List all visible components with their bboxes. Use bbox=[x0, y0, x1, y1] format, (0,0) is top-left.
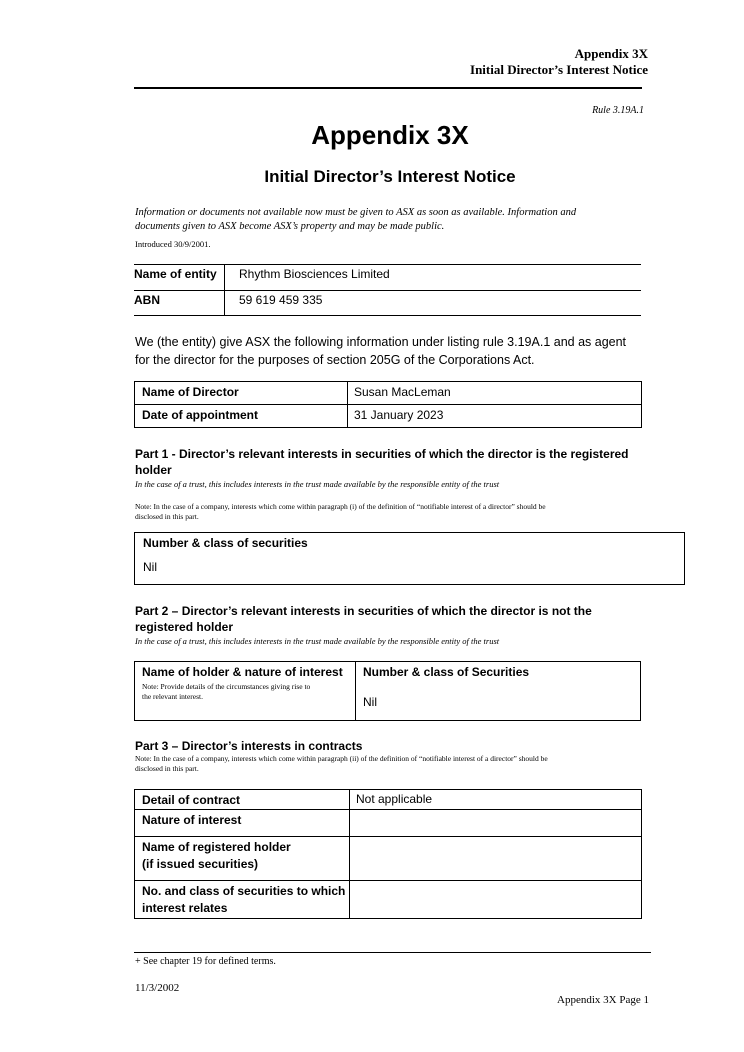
running-header-line1: Appendix 3X bbox=[574, 46, 648, 61]
part1-securities-value: Nil bbox=[143, 560, 157, 574]
nature-of-interest-label-text: Nature of interest bbox=[142, 813, 242, 827]
appointment-date-value: 31 January 2023 bbox=[348, 405, 642, 428]
statement-line-1: We (the entity) give ASX the following information under listing rule 3.19A.1 and as agent bbox=[135, 335, 627, 349]
holder-nature-note-line-1: Note: Provide details of the circumstances giving rise to bbox=[142, 682, 311, 691]
contracts-row bbox=[135, 837, 642, 881]
part2-trust-note: In the case of a trust, this includes interests in the trust made available by the responsible entity of the trust bbox=[135, 636, 500, 646]
nature-of-interest-label bbox=[135, 810, 350, 837]
contracts-row bbox=[135, 881, 642, 919]
holder-nature-note bbox=[142, 682, 355, 702]
part1-note-line-1: Note: In the case of a company, interests which come within paragraph (i) of the definition of “notifiable interest of a director” should be bbox=[135, 502, 546, 511]
part1-note bbox=[135, 502, 546, 522]
part2-securities-cell bbox=[356, 662, 641, 721]
contracts-table bbox=[134, 789, 642, 919]
part2-heading-line-2: registered holder bbox=[135, 620, 234, 634]
securities-number-class-label-line-1: No. and class of securities to which bbox=[142, 884, 346, 898]
page-subtitle: Initial Director’s Interest Notice bbox=[264, 167, 516, 186]
contracts-row bbox=[135, 790, 642, 810]
part3-note-line-2: disclosed in this part. bbox=[135, 764, 199, 773]
part1-heading-line-1: Part 1 - Director’s relevant interests in securities of which the director is the registered bbox=[135, 447, 629, 461]
part2-securities-label: Number & class of Securities bbox=[363, 665, 530, 679]
abn-value: 59 619 459 335 bbox=[225, 291, 642, 316]
part1-securities-box bbox=[134, 532, 685, 585]
defined-terms-note: + See chapter 19 for defined terms. bbox=[135, 956, 276, 967]
part2-table bbox=[134, 661, 641, 721]
entity-name-label: Name of entity bbox=[134, 265, 225, 291]
holder-nature-label: Name of holder & nature of interest bbox=[142, 665, 343, 679]
entity-name-value: Rhythm Biosciences Limited bbox=[225, 265, 642, 291]
part3-note-line-1: Note: In the case of a company, interests which come within paragraph (ii) of the definition of “notifiable interest of a director” should be bbox=[135, 754, 548, 763]
director-table bbox=[134, 381, 642, 428]
footer-rule bbox=[134, 952, 651, 953]
director-name-label: Name of Director bbox=[135, 382, 348, 405]
intro-line-1: Information or documents not available now must be given to ASX as soon as available. Information and bbox=[135, 207, 577, 218]
rule-reference: Rule 3.19A.1 bbox=[592, 105, 644, 116]
intro-line-2: documents given to ASX become ASX’s property and may be made public. bbox=[135, 221, 445, 232]
registered-holder-label bbox=[135, 837, 350, 881]
part1-trust-note: In the case of a trust, this includes interests in the trust made available by the responsible entity of the trust bbox=[135, 479, 500, 489]
part2-heading bbox=[135, 603, 592, 635]
registered-holder-label-line-2: (if issued securities) bbox=[142, 857, 259, 871]
holder-nature-cell bbox=[135, 662, 356, 721]
contract-detail-value: Not applicable bbox=[350, 790, 642, 810]
contract-detail-label bbox=[135, 790, 350, 810]
registered-holder-value bbox=[350, 837, 642, 881]
securities-number-class-value bbox=[350, 881, 642, 919]
securities-number-class-label-line-2: interest relates bbox=[142, 901, 228, 915]
intro-text bbox=[135, 206, 576, 234]
abn-label: ABN bbox=[134, 291, 225, 316]
part2-securities-value: Nil bbox=[363, 695, 377, 709]
part1-note-line-2: disclosed in this part. bbox=[135, 512, 199, 521]
appointment-date-label: Date of appointment bbox=[135, 405, 348, 428]
part1-heading-line-2: holder bbox=[135, 463, 172, 477]
running-header-line2: Initial Director’s Interest Notice bbox=[470, 62, 648, 77]
securities-number-class-label bbox=[135, 881, 350, 919]
part1-heading bbox=[135, 446, 629, 478]
nature-of-interest-value bbox=[350, 810, 642, 837]
part3-note bbox=[135, 754, 548, 774]
part2-heading-line-1: Part 2 – Director’s relevant interests in securities of which the director is not the bbox=[135, 604, 592, 618]
contracts-row bbox=[135, 810, 642, 837]
footer-date: 11/3/2002 bbox=[135, 982, 180, 994]
part3-heading: Part 3 – Director’s interests in contracts bbox=[135, 739, 363, 753]
introduced-date: Introduced 30/9/2001. bbox=[135, 239, 211, 249]
director-name-value: Susan MacLeman bbox=[348, 382, 642, 405]
part1-securities-label: Number & class of securities bbox=[143, 536, 308, 550]
registered-holder-label-line-1: Name of registered holder bbox=[142, 840, 291, 854]
statement-line-2: for the director for the purposes of section 205G of the Corporations Act. bbox=[135, 353, 535, 367]
holder-nature-note-line-2: the relevant interest. bbox=[142, 692, 204, 701]
page-number: Appendix 3X Page 1 bbox=[557, 994, 649, 1006]
statement bbox=[135, 333, 626, 369]
contract-detail-label-text: Detail of contract bbox=[142, 793, 241, 807]
header-rule bbox=[134, 87, 642, 89]
entity-table bbox=[134, 264, 641, 316]
page-title: Appendix 3X bbox=[311, 120, 469, 150]
